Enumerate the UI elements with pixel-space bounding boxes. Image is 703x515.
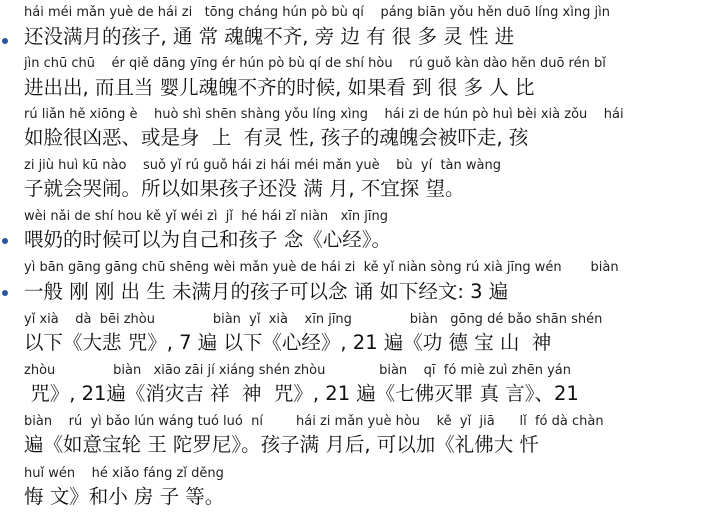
hanzi-line: 还没满月的孩子, 通 常 魂魄不齐, 旁 边 有 很 多 灵 性 进	[24, 25, 515, 48]
pinyin-line: yǐ xià dà bēi zhòu biàn yǐ xià xīn jīng biàn gōng dé bǎo shān shén	[24, 312, 603, 327]
hanzi-line: 遍《如意宝轮 王 陀罗尼》。孩子满 月后, 可以加《礼佛大 忏	[24, 433, 539, 456]
bullet-2	[2, 238, 8, 244]
pinyin-line: huǐ wén hé xiǎo fáng zǐ děng	[24, 466, 224, 481]
hanzi-line: 一般 刚 刚 出 生 未满月的孩子可以念 诵 如下经文: 3 遍	[24, 280, 509, 303]
pinyin-line: rú liǎn hě xiōng è huò shì shēn shàng yǒu líng xìng hái zi de hún pò huì bèi xià zǒu hái	[24, 107, 624, 122]
pinyin-line: zi jiù huì kū nào suǒ yǐ rú guǒ hái zi hái méi mǎn yuè bù yí tàn wàng	[24, 158, 501, 173]
hanzi-line: 悔 文》和小 房 子 等。	[24, 485, 225, 508]
pinyin-line: yì bān gāng gāng chū shēng wèi mǎn yuè de hái zi kě yǐ niàn sòng rú xià jīng wén biàn	[24, 260, 619, 275]
hanzi-line: 喂奶的时候可以为自己和孩子 念《心经》。	[24, 228, 391, 251]
pinyin-line: hái méi mǎn yuè de hái zi tōng cháng hún pò bù qí páng biān yǒu hěn duō líng xìng jìn	[24, 5, 610, 20]
pinyin-line: biàn rú yì bǎo lún wáng tuó luó ní hái zi mǎn yuè hòu kě yǐ jiā lǐ fó dà chàn	[24, 414, 604, 429]
bullet-1	[2, 38, 8, 44]
hanzi-line: 如脸很凶恶、或是身 上 有灵 性, 孩子的魂魄会被吓走, 孩	[24, 126, 529, 149]
pinyin-line: jìn chū chū ér qiě dāng yīng ér hún pò bù qí de shí hòu rú guǒ kàn dào hěn duō rén bǐ	[24, 56, 606, 71]
pinyin-line: zhòu biàn xiāo zāi jí xiáng shén zhòu biàn qī fó miè zuì zhēn yán	[24, 363, 572, 378]
pinyin-line: wèi nǎi de shí hou kě yǐ wéi zì jǐ hé hái zǐ niàn xīn jīng	[24, 209, 388, 224]
hanzi-line: 咒》, 21遍《消灾吉 祥 神 咒》, 21 遍《七佛灭罪 真 言》、21	[24, 382, 579, 405]
hanzi-line: 以下《大悲 咒》, 7 遍 以下《心经》, 21 遍《功 德 宝 山 神	[24, 331, 552, 354]
hanzi-line: 进出出, 而且当 婴儿魂魄不齐的时候, 如果看 到 很 多 人 比	[24, 76, 535, 99]
hanzi-line: 子就会哭闹。所以如果孩子还没 满 月, 不宜探 望。	[24, 177, 465, 200]
bullet-3	[2, 290, 8, 296]
